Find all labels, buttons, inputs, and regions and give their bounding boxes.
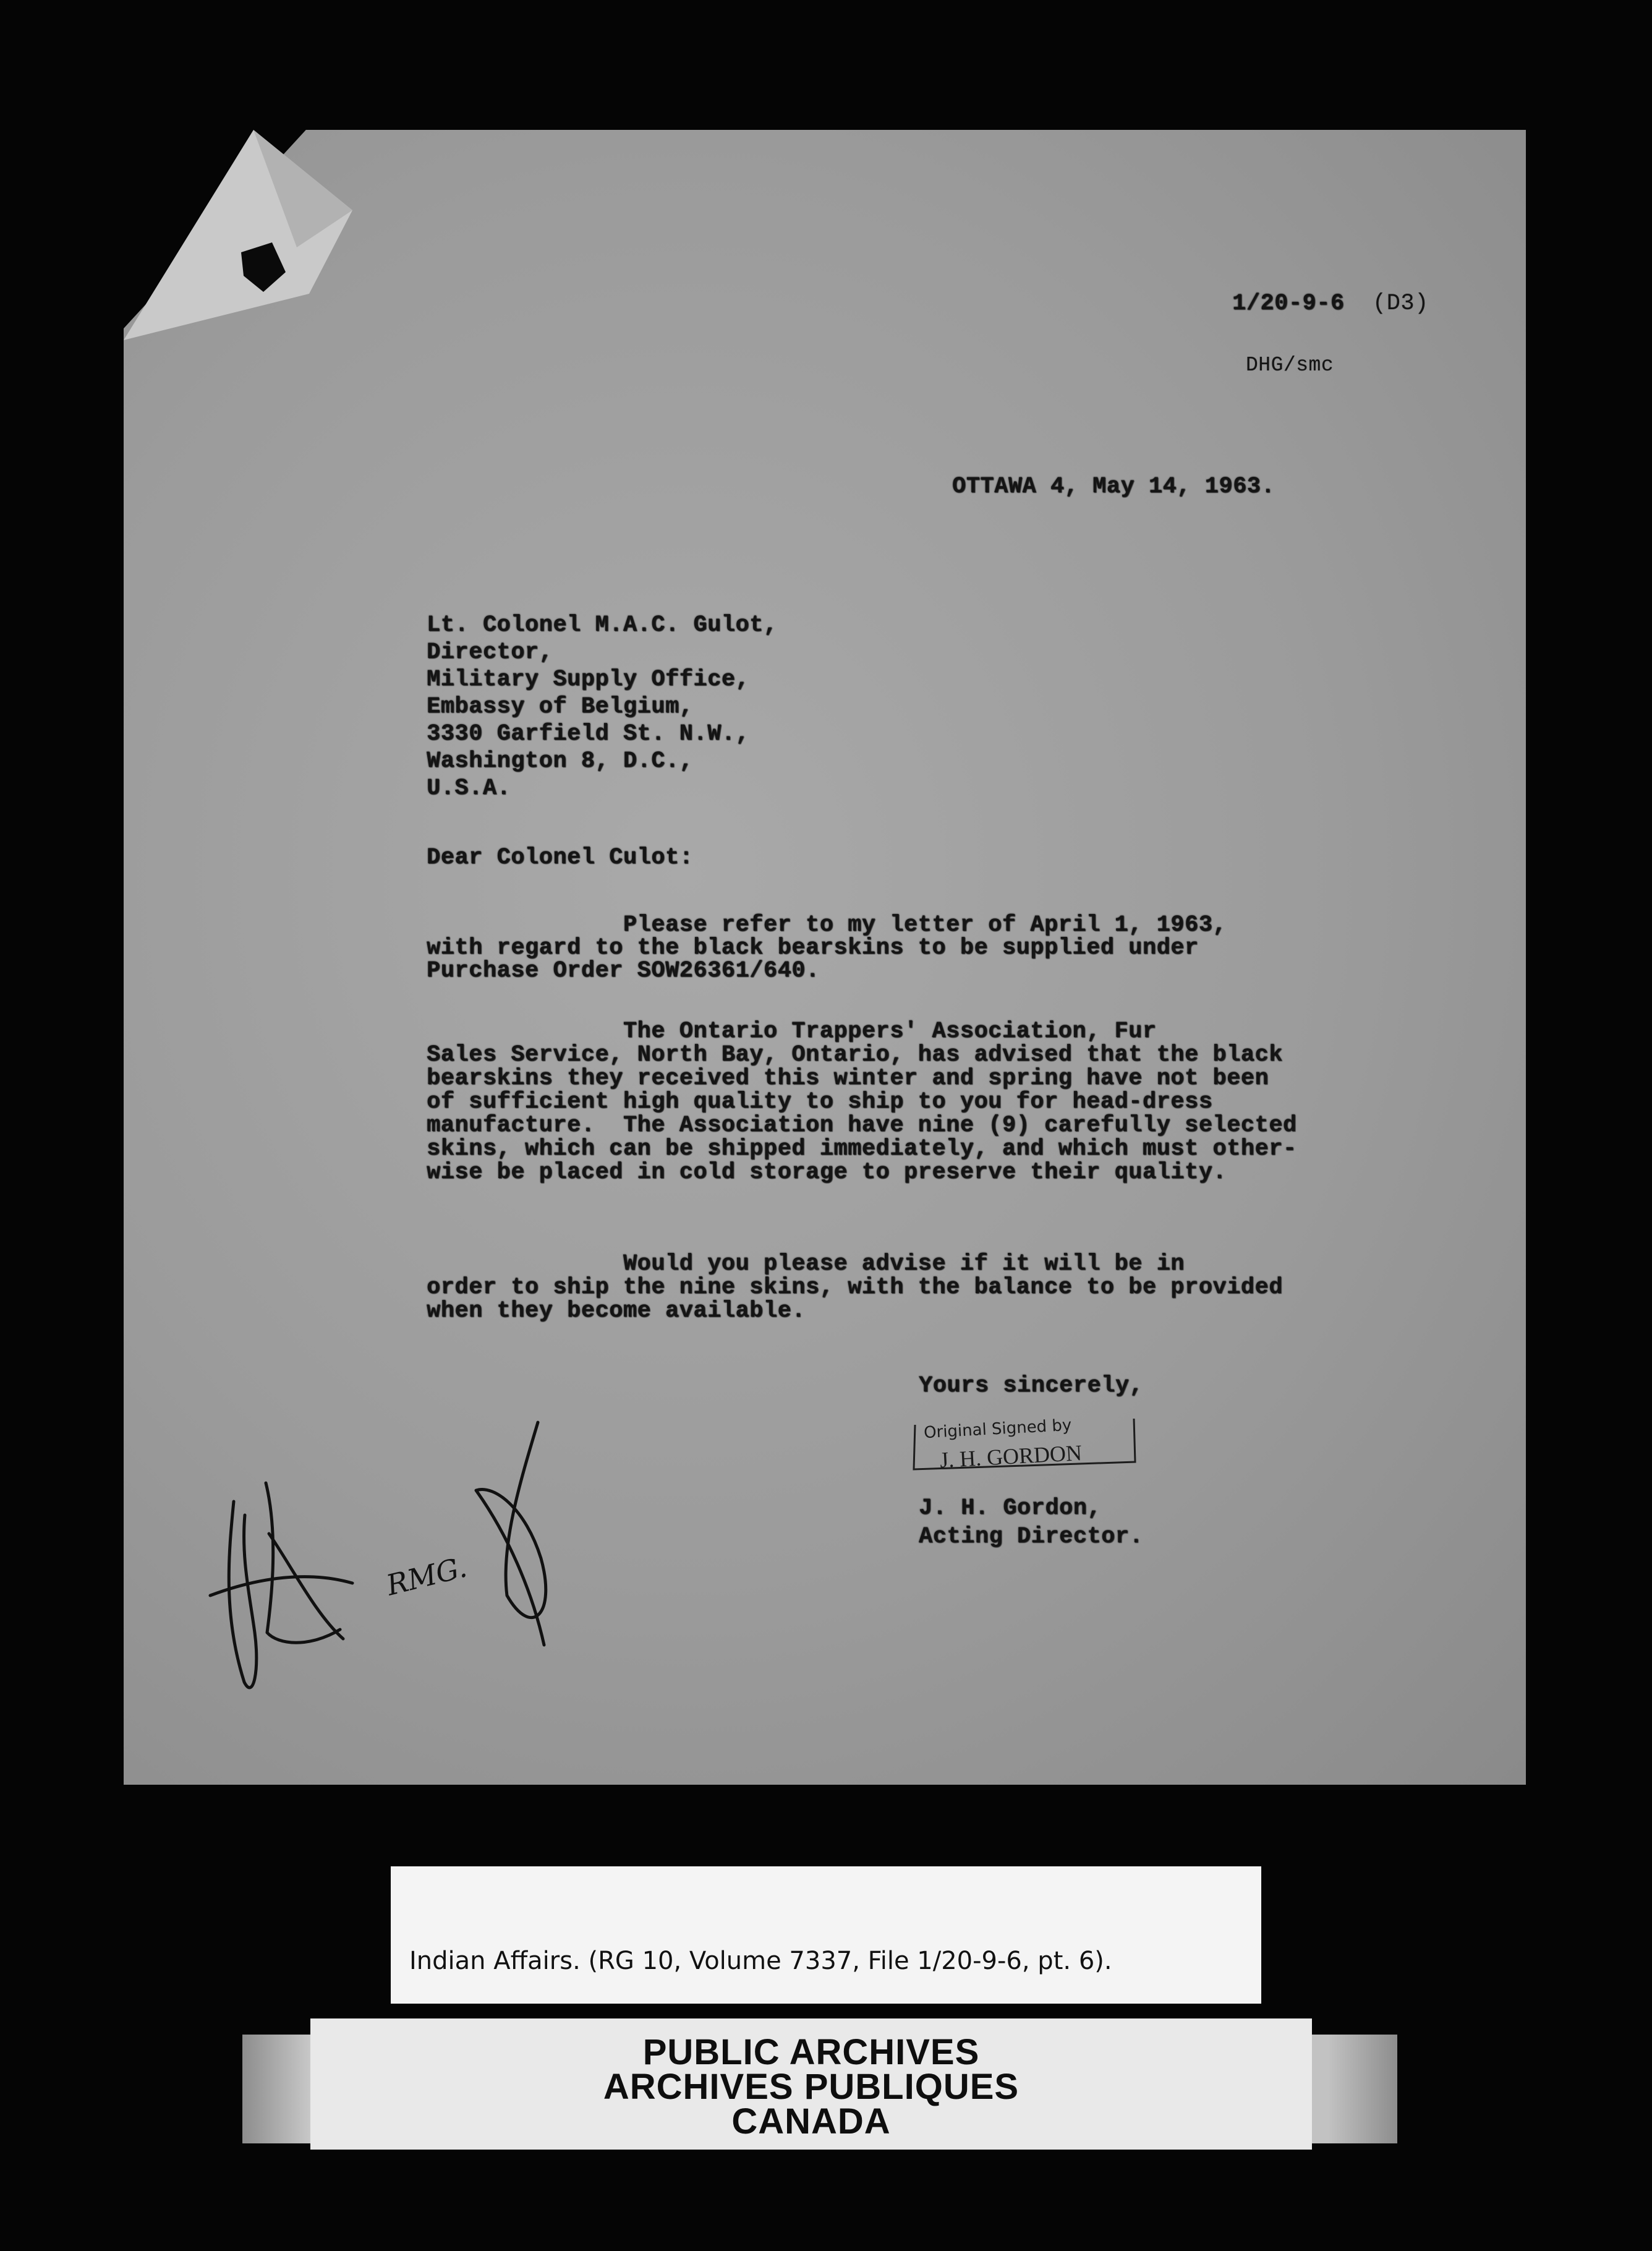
typist-initials: DHG/smc (1246, 354, 1334, 377)
paragraph-line: of sufficient high quality to ship to you for head-dress (427, 1089, 1213, 1115)
paragraph-line: bearskins they received this winter and spring have not been (427, 1066, 1269, 1091)
paragraph-line: wise be placed in cold storage to preserve their quality. (427, 1160, 1227, 1185)
paragraph-line: Please refer to my letter of April 1, 1963, (427, 912, 1227, 938)
paragraph-line: with regard to the black bearskins to be supplied under (427, 935, 1199, 961)
signer-name: J. H. Gordon, (919, 1495, 1102, 1521)
stamp-signer-name: J. H. GORDON (939, 1440, 1083, 1472)
file-reference-suffix: (D3) (1373, 291, 1429, 317)
paragraph-line: order to ship the nine skins, with the balance to be provided (427, 1275, 1283, 1301)
file-reference: 1/20-9-6 (1232, 291, 1345, 317)
address-line: U.S.A. (427, 775, 511, 801)
paragraph-line: Sales Service, North Bay, Ontario, has advised that the black (427, 1042, 1283, 1068)
address-line: Military Supply Office, (427, 667, 750, 693)
closing: Yours sincerely, (919, 1373, 1144, 1399)
archive-stamp-line: CANADA (731, 2101, 891, 2142)
salutation: Dear Colonel Culot: (427, 845, 694, 871)
archive-stamp-line: ARCHIVES PUBLIQUES (603, 2067, 1020, 2107)
folded-corner (124, 130, 352, 359)
address-line: Embassy of Belgium, (427, 694, 694, 720)
address-line: 3330 Garfield St. N.W., (427, 721, 750, 747)
date-line: OTTAWA 4, May 14, 1963. (952, 474, 1275, 500)
paragraph-line: Purchase Order SOW26361/640. (427, 958, 820, 984)
archive-stamp-line: PUBLIC ARCHIVES (642, 2032, 980, 2072)
paragraph-line: skins, which can be shipped immediately, and which must other- (427, 1136, 1297, 1162)
archive-reference-label (391, 1866, 1261, 2004)
handwritten-mark (269, 1534, 343, 1639)
paragraph-line: when they become available. (427, 1298, 806, 1324)
archive-reference-text: Indian Affairs. (RG 10, Volume 7337, File 1/20-9-6, pt. 6). (409, 1947, 1112, 1975)
address-line: Director, (427, 639, 553, 665)
paragraph-line: manufacture. The Association have nine (9) carefully selected (427, 1113, 1297, 1138)
signer-title: Acting Director. (919, 1524, 1144, 1550)
stamp-caption: Original Signed by (923, 1416, 1072, 1443)
handwritten-mark (210, 1577, 352, 1595)
paragraph-line: Would you please advise if it will be in (427, 1251, 1185, 1277)
handwritten-mark (229, 1501, 257, 1688)
address-line: Lt. Colonel M.A.C. Gulot, (427, 612, 778, 638)
address-line: Washington 8, D.C., (427, 748, 694, 774)
handwritten-initials: RMG. (383, 1550, 470, 1602)
handwritten-mark (266, 1483, 340, 1642)
paragraph-line: The Ontario Trappers' Association, Fur (427, 1019, 1157, 1044)
handwritten-mark (476, 1422, 546, 1645)
handwritten-signatures (185, 1410, 618, 1719)
